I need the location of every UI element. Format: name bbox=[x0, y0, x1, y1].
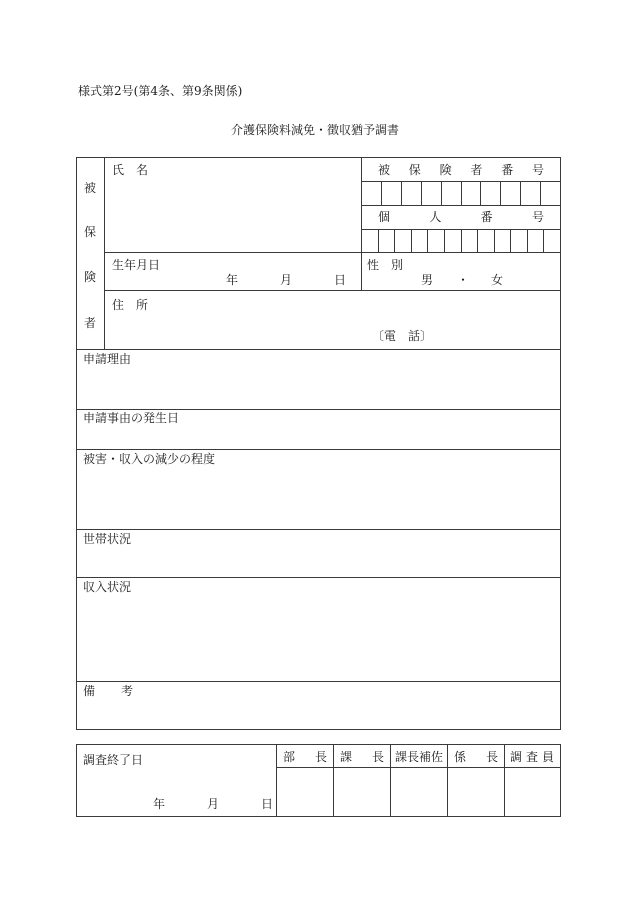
stamp-cell-bucho[interactable] bbox=[277, 768, 333, 816]
name-label: 氏 名 bbox=[112, 163, 149, 177]
birth-year-unit: 年 bbox=[226, 273, 239, 287]
role-header-chosain: 調 査 員 bbox=[510, 750, 554, 764]
personal-number-box-divider bbox=[411, 229, 412, 253]
personal-number-box-divider bbox=[527, 229, 528, 253]
form-number: 様式第2号(第4条、第9条関係) bbox=[78, 84, 243, 98]
insured-number-box-divider bbox=[480, 181, 481, 205]
personal-number-box-divider bbox=[427, 229, 428, 253]
sex-option-female[interactable]: 女 bbox=[491, 273, 504, 287]
remarks-field[interactable] bbox=[77, 700, 560, 728]
birth-day-unit: 日 bbox=[334, 273, 347, 287]
survey-end-date-label: 調査終了日 bbox=[83, 753, 144, 767]
name-field[interactable] bbox=[105, 178, 360, 251]
insured-number-label: 被 保 険 者 番 号 bbox=[378, 163, 544, 177]
personal-number-box-divider bbox=[543, 229, 544, 253]
occurrence-date-label: 申請事由の発生日 bbox=[83, 411, 180, 425]
income-label: 収入状況 bbox=[83, 580, 132, 594]
household-label: 世帯状況 bbox=[83, 532, 132, 546]
survey-day-unit: 日 bbox=[261, 797, 274, 811]
personal-number-label: 個 人 番 号 bbox=[378, 210, 544, 224]
sex-option-male[interactable]: 男 bbox=[421, 273, 434, 287]
birth-month-unit: 月 bbox=[280, 273, 293, 287]
phone-label: 〔電 話〕 bbox=[372, 329, 433, 343]
address-label: 住 所 bbox=[112, 298, 149, 312]
insured-number-box-divider bbox=[500, 181, 501, 205]
insured-side-label-2: 保 bbox=[84, 225, 97, 239]
personal-number-box-divider bbox=[394, 229, 395, 253]
stamp-cell-chosain[interactable] bbox=[505, 768, 560, 816]
insured-number-box-divider bbox=[421, 181, 422, 205]
stamp-cell-kakaricho[interactable] bbox=[448, 768, 504, 816]
income-field[interactable] bbox=[77, 596, 560, 680]
survey-month-unit: 月 bbox=[207, 797, 220, 811]
insured-side-label-1: 被 bbox=[84, 181, 97, 195]
remarks-label-1: 備 bbox=[83, 684, 96, 698]
document-title: 介護保険料減免・徴収猶予調書 bbox=[230, 123, 399, 137]
address-field[interactable] bbox=[105, 314, 560, 348]
reason-label: 申請理由 bbox=[83, 352, 132, 366]
personal-number-box-divider bbox=[444, 229, 445, 253]
personal-number-box-divider bbox=[461, 229, 462, 253]
damage-degree-label: 被害・収入の減少の程度 bbox=[83, 452, 216, 466]
personal-number-box-divider bbox=[494, 229, 495, 253]
stamp-cell-kacho[interactable] bbox=[334, 768, 390, 816]
reason-field[interactable] bbox=[77, 368, 560, 408]
occurrence-date-field[interactable] bbox=[77, 427, 560, 448]
insured-number-box-divider bbox=[441, 181, 442, 205]
damage-degree-field[interactable] bbox=[77, 468, 560, 528]
insured-side-label-4: 者 bbox=[84, 316, 97, 330]
remarks-label-2: 考 bbox=[121, 684, 134, 698]
insured-number-box-divider bbox=[520, 181, 521, 205]
personal-number-box-divider bbox=[510, 229, 511, 253]
birth-date-label: 生年月日 bbox=[112, 258, 161, 272]
sex-label: 性 別 bbox=[367, 258, 404, 272]
personal-number-box-divider bbox=[477, 229, 478, 253]
role-header-kacho-hosa: 課長補佐 bbox=[394, 750, 443, 764]
insured-side-label-3: 険 bbox=[84, 270, 97, 284]
sex-separator: ・ bbox=[457, 273, 470, 287]
personal-number-box-divider bbox=[378, 229, 379, 253]
stamp-cell-kacho-hosa[interactable] bbox=[391, 768, 447, 816]
role-header-kacho: 課 長 bbox=[340, 750, 384, 764]
survey-end-date-field[interactable] bbox=[77, 770, 275, 815]
insured-number-box-divider bbox=[381, 181, 382, 205]
survey-year-unit: 年 bbox=[153, 797, 166, 811]
household-field[interactable] bbox=[77, 548, 560, 576]
role-header-bucho: 部 長 bbox=[283, 750, 327, 764]
insured-number-box-divider bbox=[461, 181, 462, 205]
insured-number-box-divider bbox=[540, 181, 541, 205]
role-header-kakaricho: 係 長 bbox=[454, 750, 498, 764]
insured-number-box-divider bbox=[401, 181, 402, 205]
